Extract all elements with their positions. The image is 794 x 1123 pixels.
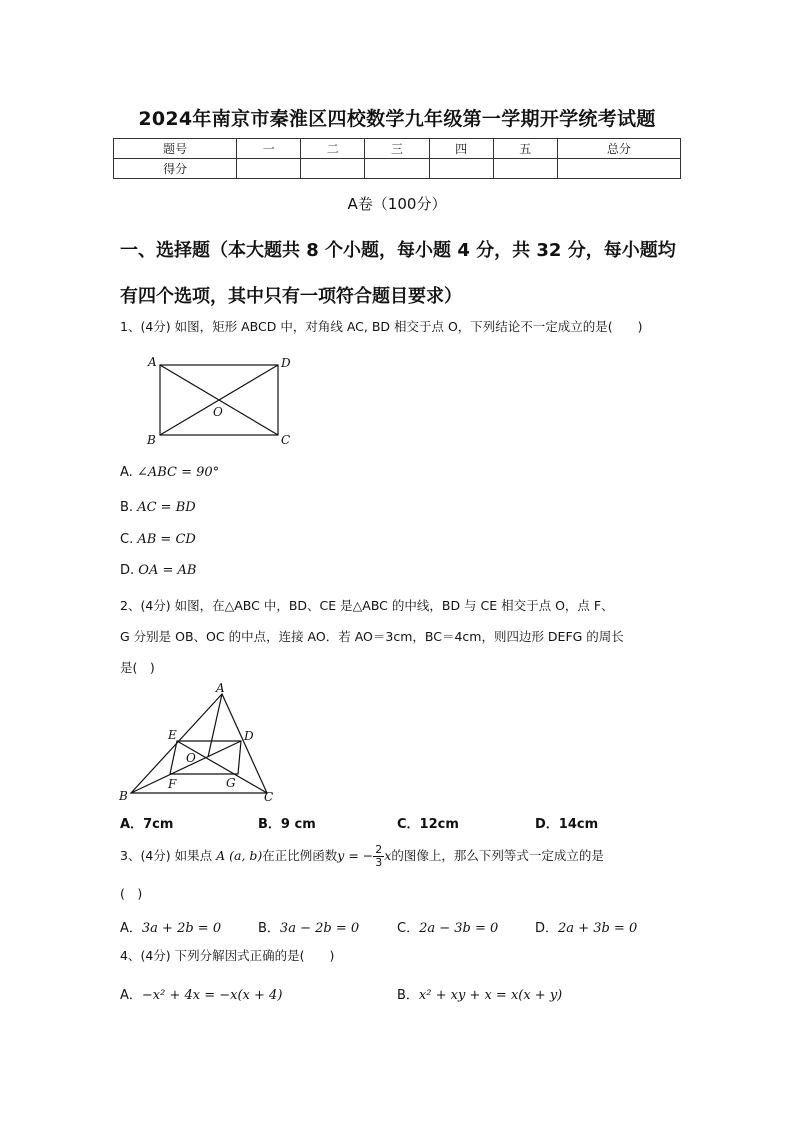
label-d: D bbox=[244, 729, 254, 743]
score-header-cell: 四 bbox=[429, 139, 493, 159]
label-o: O bbox=[213, 405, 223, 419]
q2-triangle-figure bbox=[115, 680, 285, 805]
q2-stem-line1: 2、(4分) 如图，在△ABC 中，BD、CE 是△ABC 的中线，BD 与 CE 相交于点 O，点 F、 bbox=[120, 598, 614, 613]
q2-option-b[interactable]: B．9 cm bbox=[258, 817, 316, 832]
label-d: D bbox=[281, 356, 291, 370]
q1-option-d[interactable]: D. OA = AB bbox=[120, 563, 197, 578]
q2-option-d[interactable]: D．14cm bbox=[535, 817, 599, 832]
section-a-label: A卷（100分） bbox=[347, 195, 447, 213]
score-table-header-row bbox=[114, 139, 681, 159]
q3-stem-line1: 3、(4分) 如果点 A (a, b)在正比例函数y = − $\frac{2}{3}$ x的图像上，那么下列等式一定成立的是 bbox=[120, 843, 604, 869]
score-row-label: 得分 bbox=[114, 159, 237, 179]
score-header-cell: 五 bbox=[493, 139, 557, 159]
q2-stem-line2: G 分别是 OB、OC 的中点，连接 AO．若 AO＝3cm，BC＝4cm，则四边形 DEFG 的周长 bbox=[120, 629, 624, 644]
label-a: A bbox=[216, 681, 225, 695]
label-b: B bbox=[119, 789, 128, 803]
q4-option-a[interactable]: A．−x² + 4x = −x(x + 4) bbox=[120, 988, 283, 1003]
q1-option-a[interactable]: A. ∠ABC = 90° bbox=[120, 465, 220, 480]
q3-option-a[interactable]: A．3a + 2b = 0 bbox=[120, 921, 222, 936]
q3-fraction: $\frac{2}{3}$ bbox=[375, 843, 383, 869]
score-header-cell: 二 bbox=[301, 139, 365, 159]
label-b: B bbox=[147, 433, 156, 447]
label-g: G bbox=[226, 776, 236, 790]
q3-option-b[interactable]: B．3a − 2b = 0 bbox=[258, 921, 360, 936]
label-o: O bbox=[186, 751, 196, 765]
q4-option-b[interactable]: B．x² + xy + x = x(x + y) bbox=[397, 988, 563, 1003]
label-e: E bbox=[168, 728, 177, 742]
part1-heading: 一、选择题（本大题共 8 个小题，每小题 4 分，共 32 分，每小题均有四个选项，其中只有一项符合题目要求） bbox=[120, 240, 676, 307]
score-table-score-row bbox=[114, 159, 681, 179]
score-header-cell: 题号 bbox=[114, 139, 237, 159]
segment-ao bbox=[208, 694, 222, 757]
score-cell[interactable] bbox=[301, 159, 365, 179]
score-cell[interactable] bbox=[237, 159, 301, 179]
q3-option-d[interactable]: D．2a + 3b = 0 bbox=[535, 921, 638, 936]
score-cell[interactable] bbox=[493, 159, 557, 179]
score-table bbox=[113, 138, 681, 179]
q1-option-c[interactable]: C. AB = CD bbox=[120, 532, 196, 547]
label-a: A bbox=[148, 355, 157, 369]
q1-rectangle-figure bbox=[140, 350, 300, 450]
triangle-abc bbox=[131, 694, 267, 793]
median-ce bbox=[177, 741, 267, 793]
q4-stem: 4、(4分) 下列分解因式正确的是( ) bbox=[120, 948, 335, 963]
page-title: 2024年南京市秦淮区四校数学九年级第一学期开学统考试题 bbox=[138, 108, 656, 130]
label-f: F bbox=[168, 777, 177, 791]
score-header-cell: 三 bbox=[365, 139, 429, 159]
q3-option-c[interactable]: C．2a − 3b = 0 bbox=[397, 921, 499, 936]
q2-option-c[interactable]: C．12cm bbox=[397, 817, 459, 832]
score-header-cell: 一 bbox=[237, 139, 301, 159]
q1-option-b[interactable]: B. AC = BD bbox=[120, 500, 196, 515]
label-c: C bbox=[264, 790, 274, 804]
q3-stem-line2: ( ) bbox=[120, 886, 143, 901]
score-cell[interactable] bbox=[429, 159, 493, 179]
score-cell[interactable] bbox=[557, 159, 680, 179]
median-bd bbox=[131, 741, 241, 793]
q2-option-a[interactable]: A．7cm bbox=[120, 817, 174, 832]
q2-stem-line3: 是( ) bbox=[120, 660, 155, 675]
label-c: C bbox=[281, 433, 291, 447]
q1-stem: 1、(4分) 如图，矩形 ABCD 中，对角线 AC, BD 相交于点 O，下列结论不一定成立的是( ) bbox=[120, 319, 643, 334]
score-header-cell: 总分 bbox=[557, 139, 680, 159]
score-cell[interactable] bbox=[365, 159, 429, 179]
